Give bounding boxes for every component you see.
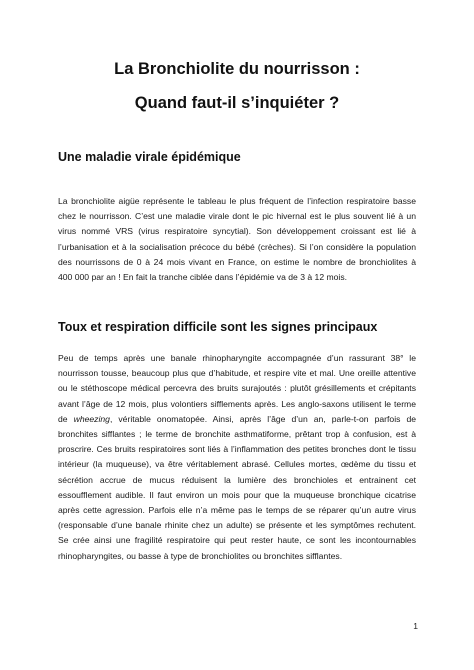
paragraph-line: Se crée ainsi une fragilité respiratoire qui peut rester haute, ce sont les incontournables bbox=[58, 535, 416, 546]
line-rest: , véritable onomatopée. Ainsi, après l’âge d’un an, parle-t-on parfois de bbox=[109, 413, 417, 424]
paragraph-epidemic bbox=[58, 194, 416, 285]
line-prefix: de bbox=[58, 413, 74, 424]
paragraph-line: après cette agression. Parfois elle n’a même pas le temps de se réparer qu’un autre virus bbox=[58, 505, 416, 516]
document-title-line-1: La Bronchiolite du nourrisson : bbox=[114, 60, 360, 78]
paragraph-line: des nourrissons de 0 à 24 mois vivant en France, on estime le nombre de bronchiolites à bbox=[58, 256, 416, 267]
section-heading-symptoms: Toux et respiration difficile sont les signes principaux bbox=[58, 320, 378, 334]
paragraph-line: chez le nourrisson. C’est une maladie virale dont le pic hivernal est le plus souvent lié à un bbox=[58, 211, 416, 222]
document-title-line-2: Quand faut-il s’inquiéter ? bbox=[134, 94, 340, 112]
paragraph-line: 400 000 par an ! En fait la tranche ciblée dans l’épidémie va de 3 à 12 mois. bbox=[58, 272, 348, 283]
paragraph-line: nourrisson tousse, beaucoup plus que d’habitude, et respire vite et mal. Une oreille attentive bbox=[58, 368, 416, 379]
paragraph-line: ou le stéthoscope médical percevra des bruits surajoutés : plutôt grésillements et crépitants bbox=[58, 383, 416, 394]
page-number: 1 bbox=[413, 621, 418, 631]
paragraph-line: rhinopharyngites, ou basse à type de bronchiolites ou bronchites sifflantes. bbox=[58, 550, 343, 561]
paragraph-line: bronchites sifflantes ; le terme de bronchite asthmatiforme, prêtant trop à confusion, est à bbox=[58, 429, 416, 440]
paragraph-line: La bronchiolite aigüe représente le tableau le plus fréquent de l’infection respiratoire basse bbox=[58, 196, 416, 206]
section-heading-epidemic: Une maladie virale épidémique bbox=[58, 150, 241, 164]
paragraph-line: proscrire. Ces bruits respiratoires sont liés à l’inflammation des petites bronches dont le tissu bbox=[58, 444, 416, 455]
paragraph-line: sécrétion accrue de mucus réduisent la lumière des bronchioles et entrainent cet bbox=[58, 474, 416, 485]
paragraph-line: essoufflement audible. Il faut environ un mois pour que la muqueuse bronchique cicatrise bbox=[58, 489, 416, 500]
paragraph-line: (responsable d’une banale rhinite chez un adulte) se présente et les symptômes rechutent. bbox=[58, 520, 416, 531]
paragraph-line: l’urbanisation et à la socialisation précoce du bébé (crèches). Si l’on considère la population bbox=[58, 241, 416, 252]
paragraph-line: intérieur (la muqueuse), va être véritablement abrasé. Cellules mortes, œdème du tissu et bbox=[58, 459, 416, 470]
paragraph-symptoms bbox=[58, 351, 416, 564]
paragraph-line: virus nommé VRS (virus respiratoire syncytial). Son développement croissant est lié à bbox=[58, 226, 416, 237]
wheezing-term: wheezing bbox=[73, 413, 110, 424]
paragraph-line-wheezing bbox=[58, 412, 416, 427]
paragraph-line: Peu de temps après une banale rhinopharyngite accompagnée d’un rassurant 38° le bbox=[58, 353, 416, 363]
paragraph-line: avant l’âge de 12 mois, plus volontiers sifflements après. Les anglo-saxons utilisent le terme bbox=[58, 398, 416, 409]
